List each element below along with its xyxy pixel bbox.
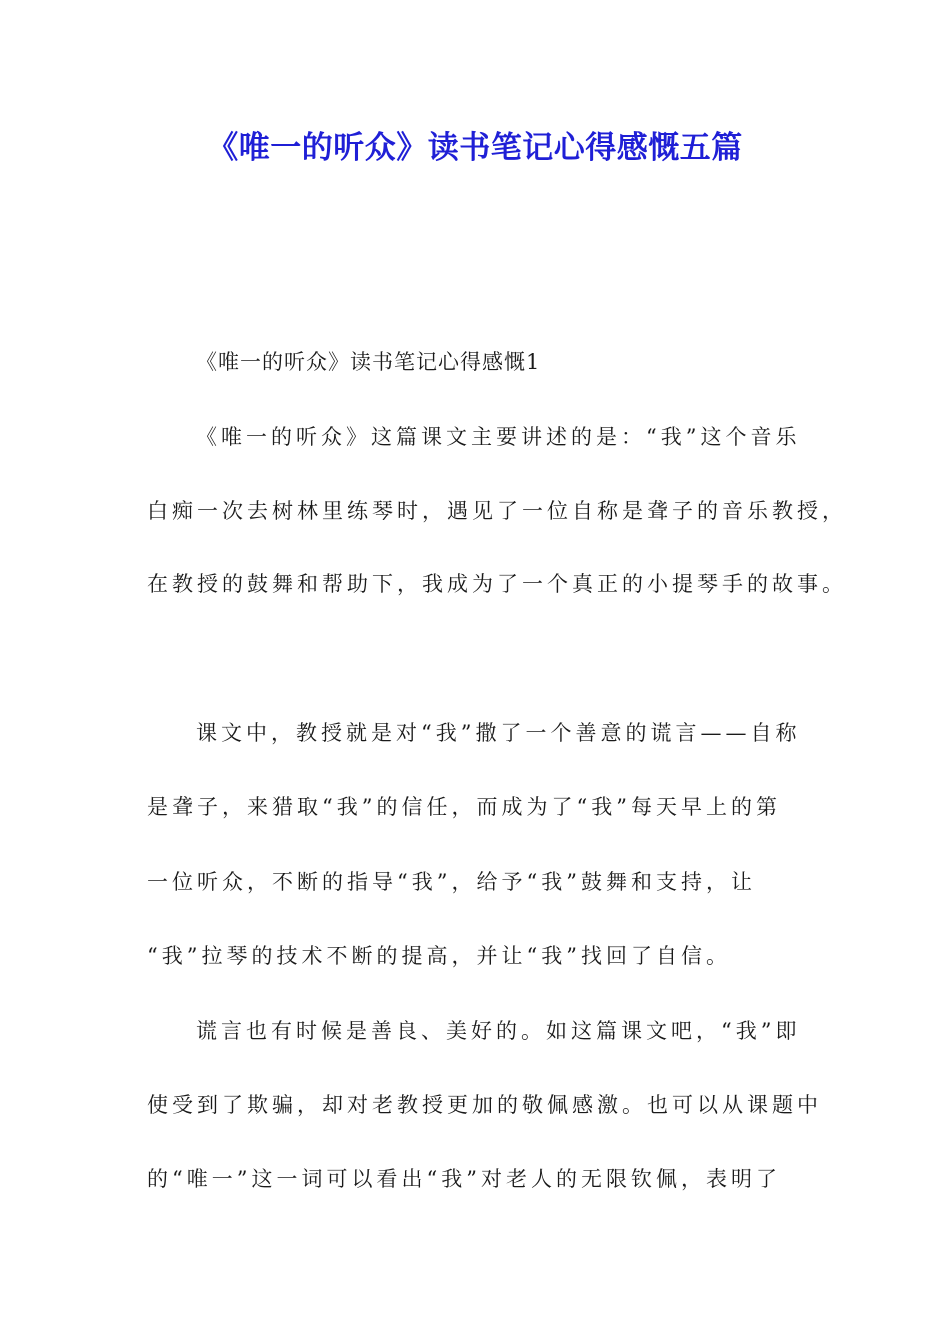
paragraph-line: 谎言也有时候是善良、美好的。如这篇课文吧，“我”即 bbox=[196, 1019, 801, 1043]
paragraph-line: 《唯一的听众》这篇课文主要讲述的是：“我”这个音乐 bbox=[196, 425, 801, 449]
paragraph-line: 的“唯一”这一词可以看出“我”对老人的无限钦佩，表明了 bbox=[147, 1167, 781, 1191]
paragraph-line: 在教授的鼓舞和帮助下，我成为了一个真正的小提琴手的故事。 bbox=[147, 572, 847, 596]
paragraph-line: 课文中，教授就是对“我”撒了一个善意的谎言——自称 bbox=[196, 721, 801, 745]
paragraph-line: “我”拉琴的技术不断的提高，并让“我”找回了自信。 bbox=[147, 944, 731, 968]
paragraph-line: 是聋子，来猎取“我”的信任，而成为了“我”每天早上的第 bbox=[147, 795, 781, 819]
section-subtitle: 《唯一的听众》读书笔记心得感慨1 bbox=[196, 350, 541, 374]
paragraph-line: 白痴一次去树林里练琴时，遇见了一位自称是聋子的音乐教授， bbox=[147, 499, 847, 523]
paragraph-line: 使受到了欺骗，却对老教授更加的敬佩感激。也可以从课题中 bbox=[147, 1093, 822, 1117]
paragraph-line: 一位听众，不断的指导“我”，给予“我”鼓舞和支持，让 bbox=[147, 870, 756, 894]
document-title: 《唯一的听众》读书笔记心得感慨五篇 bbox=[207, 130, 743, 166]
